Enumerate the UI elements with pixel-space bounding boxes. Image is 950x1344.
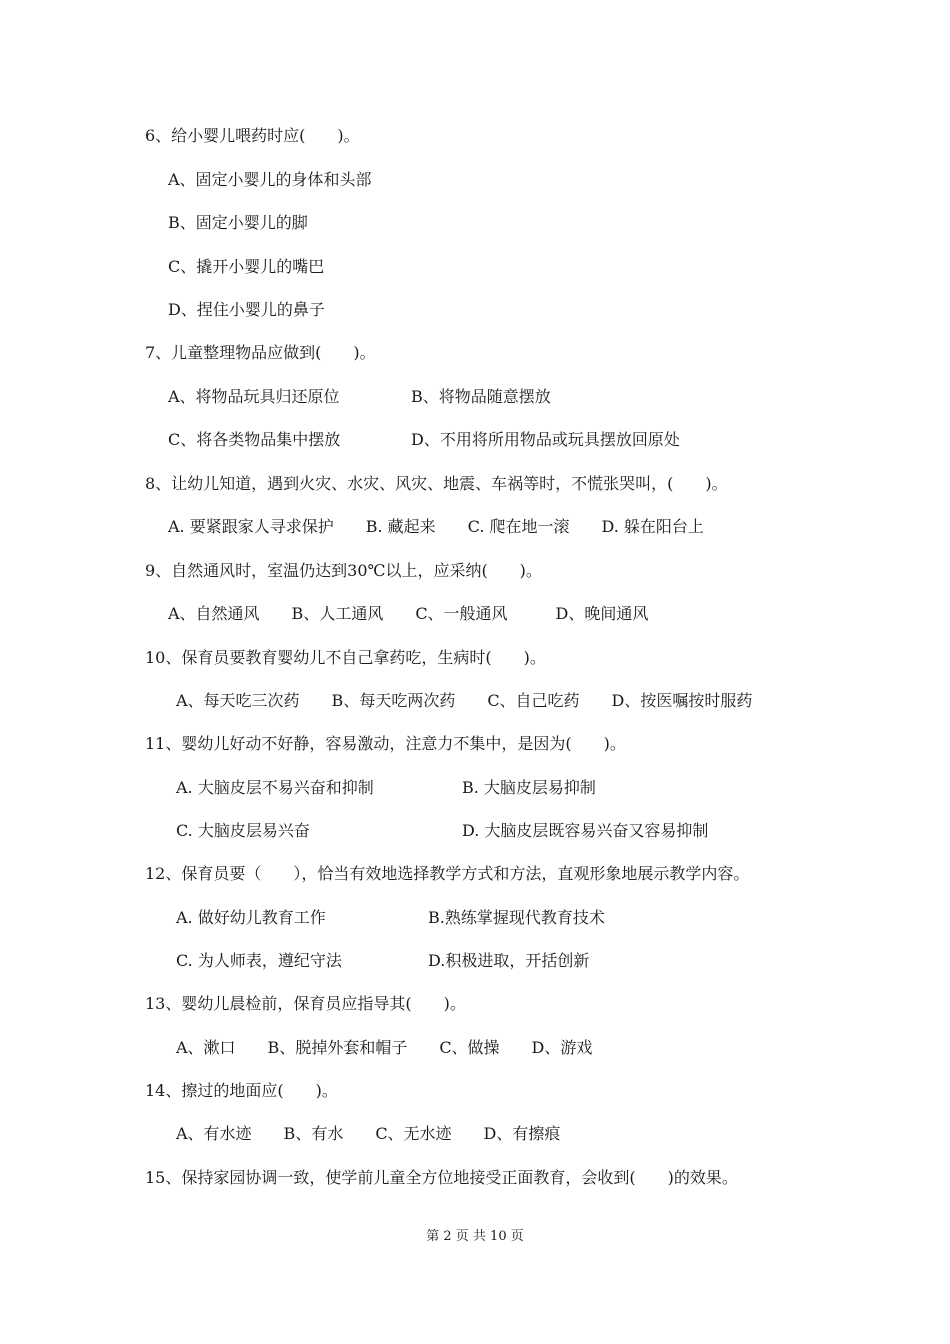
question-6-option-b: B、固定小婴儿的脚 — [168, 213, 308, 232]
question-15-stem: 15、保持家园协调一致，使学前儿童全方位地接受正面教育，会收到( )的效果。 — [145, 1168, 738, 1187]
question-10-options: A、每天吃三次药 B、每天吃两次药 C、自己吃药 D、按医嘱按时服药 — [176, 691, 753, 710]
question-13-options: A、漱口 B、脱掉外套和帽子 C、做操 D、游戏 — [176, 1038, 593, 1057]
question-12-option-d: D.积极进取，开括创新 — [428, 951, 590, 970]
question-7-option-a: A、将物品玩具归还原位 — [168, 387, 340, 406]
question-11-option-d: D. 大脑皮层既容易兴奋又容易抑制 — [462, 821, 709, 840]
question-14-options: A、有水迹 B、有水 C、无水迹 D、有擦痕 — [176, 1124, 561, 1143]
question-6-option-d: D、捏住小婴儿的鼻子 — [168, 300, 325, 319]
question-6-option-a: A、固定小婴儿的身体和头部 — [168, 170, 372, 189]
question-7-stem: 7、儿童整理物品应做到( )。 — [145, 343, 376, 362]
question-10-stem: 10、保育员要教育婴幼儿不自己拿药吃，生病时( )。 — [145, 648, 546, 667]
question-6-option-c: C、撬开小婴儿的嘴巴 — [168, 257, 325, 276]
page-number: 第 2 页 共 10 页 — [426, 1229, 524, 1244]
question-7-option-b: B、将物品随意摆放 — [411, 387, 551, 406]
question-6-stem: 6、给小婴儿喂药时应( )。 — [145, 126, 360, 145]
question-9-options: A、自然通风 B、人工通风 C、一般通风 D、晚间通风 — [168, 604, 649, 623]
question-8-options: A. 要紧跟家人寻求保护 B. 藏起来 C. 爬在地一滚 D. 躲在阳台上 — [168, 517, 704, 536]
question-11-option-c: C. 大脑皮层易兴奋 — [176, 821, 310, 840]
question-8-stem: 8、让幼儿知道，遇到火灾、水灾、风灾、地震、车祸等时，不慌张哭叫，( )。 — [145, 474, 728, 493]
question-11-option-a: A. 大脑皮层不易兴奋和抑制 — [176, 778, 374, 797]
question-12-option-a: A. 做好幼儿教育工作 — [176, 908, 326, 927]
question-12-option-c: C. 为人师表，遵纪守法 — [176, 951, 342, 970]
question-13-stem: 13、婴幼儿晨检前，保育员应指导其( )。 — [145, 994, 466, 1013]
question-11-stem: 11、婴幼儿好动不好静，容易激动，注意力不集中，是因为( )。 — [145, 734, 626, 753]
question-12-option-b: B.熟练掌握现代教育技术 — [428, 908, 605, 927]
question-14-stem: 14、擦过的地面应( )。 — [145, 1081, 338, 1100]
question-12-stem: 12、保育员要（ ），恰当有效地选择教学方式和方法，直观形象地展示教学内容。 — [145, 864, 750, 883]
question-7-option-c: C、将各类物品集中摆放 — [168, 430, 341, 449]
question-7-option-d: D、不用将所用物品或玩具摆放回原处 — [411, 430, 680, 449]
question-11-option-b: B. 大脑皮层易抑制 — [462, 778, 596, 797]
question-9-stem: 9、自然通风时，室温仍达到30℃以上，应采纳( )。 — [145, 561, 542, 580]
